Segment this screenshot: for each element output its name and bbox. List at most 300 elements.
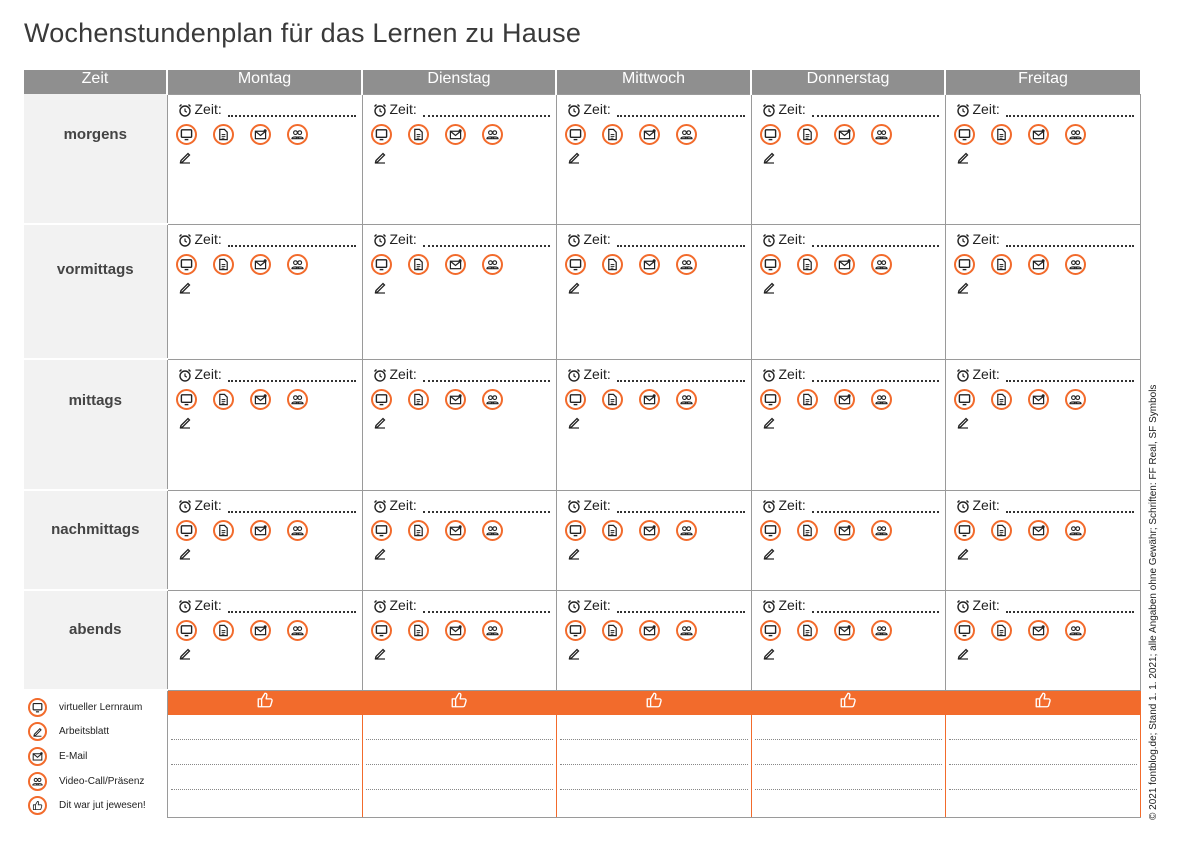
time-fill-line[interactable] xyxy=(812,237,939,247)
sheet-icon[interactable] xyxy=(408,520,429,541)
monitor-icon[interactable] xyxy=(954,520,975,541)
time-entry[interactable] xyxy=(178,497,356,513)
time-entry[interactable] xyxy=(178,101,356,117)
sheet-icon[interactable] xyxy=(213,520,234,541)
mode-icons xyxy=(176,520,362,541)
alarm-clock-icon xyxy=(762,368,776,382)
feedback-bar xyxy=(363,691,556,715)
monitor-icon[interactable] xyxy=(760,520,781,541)
monitor-icon[interactable] xyxy=(371,620,392,641)
schedule-cell[interactable] xyxy=(556,590,751,690)
schedule-cell[interactable] xyxy=(167,490,362,590)
monitor-icon[interactable] xyxy=(565,254,586,275)
mode-icons xyxy=(176,124,362,145)
mode-icons xyxy=(176,254,362,275)
monitor-icon[interactable] xyxy=(954,254,975,275)
sheet-icon[interactable] xyxy=(991,620,1012,641)
feedback-lines[interactable] xyxy=(946,715,1140,815)
schedule-cell[interactable] xyxy=(167,94,362,224)
people-icon[interactable] xyxy=(1065,620,1086,641)
time-fill-line[interactable] xyxy=(1006,372,1134,382)
time-entry[interactable] xyxy=(956,597,1134,613)
time-fill-line[interactable] xyxy=(423,107,550,117)
mail-icon[interactable] xyxy=(1028,389,1049,410)
mail-icon[interactable] xyxy=(250,620,271,641)
legend-item xyxy=(28,695,167,720)
alarm-clock-icon xyxy=(567,599,581,613)
people-icon[interactable] xyxy=(871,254,892,275)
time-entry[interactable] xyxy=(567,497,745,513)
time-fill-line[interactable] xyxy=(423,372,550,382)
people-icon[interactable] xyxy=(871,520,892,541)
monitor-icon[interactable] xyxy=(760,389,781,410)
mail-icon[interactable] xyxy=(445,124,466,145)
mode-icons xyxy=(371,620,556,641)
header-day: Mittwoch xyxy=(556,70,751,94)
feedback-lines[interactable] xyxy=(363,715,556,815)
time-fill-line[interactable] xyxy=(423,603,550,613)
period-row xyxy=(24,490,1140,590)
note-line[interactable] xyxy=(949,740,1137,765)
time-entry[interactable] xyxy=(178,366,356,382)
time-fill-line[interactable] xyxy=(228,237,356,247)
pencil-icon[interactable] xyxy=(567,646,581,660)
mode-icons xyxy=(760,389,945,410)
time-entry[interactable] xyxy=(567,597,745,613)
schedule-cell[interactable] xyxy=(945,590,1140,690)
schedule-cell[interactable] xyxy=(362,224,556,359)
mail-icon[interactable] xyxy=(639,124,660,145)
pencil-icon[interactable] xyxy=(567,150,581,164)
feedback-lines[interactable] xyxy=(752,715,945,815)
monitor-icon[interactable] xyxy=(760,124,781,145)
schedule-cell[interactable] xyxy=(362,490,556,590)
people-icon xyxy=(28,772,47,791)
pencil-icon[interactable] xyxy=(762,546,776,560)
thumbs-up-icon[interactable] xyxy=(1034,691,1052,714)
time-entry[interactable] xyxy=(956,231,1134,247)
people-icon[interactable] xyxy=(1065,520,1086,541)
sheet-icon[interactable] xyxy=(602,620,623,641)
alarm-clock-icon xyxy=(178,233,192,247)
people-icon[interactable] xyxy=(1065,389,1086,410)
time-entry[interactable] xyxy=(178,597,356,613)
pencil-icon[interactable] xyxy=(956,280,970,294)
mail-icon xyxy=(28,747,47,766)
monitor-icon[interactable] xyxy=(371,389,392,410)
schedule-cell[interactable] xyxy=(945,490,1140,590)
legend-item xyxy=(28,769,167,794)
people-icon[interactable] xyxy=(676,124,697,145)
time-fill-line[interactable] xyxy=(617,372,745,382)
schedule-cell[interactable] xyxy=(945,359,1140,490)
pencil-icon[interactable] xyxy=(762,415,776,429)
thumbs-up-icon[interactable] xyxy=(839,691,857,714)
sheet-icon[interactable] xyxy=(408,620,429,641)
people-icon[interactable] xyxy=(482,254,503,275)
time-label: Zeit: xyxy=(194,596,222,613)
schedule-cell[interactable] xyxy=(945,224,1140,359)
mail-icon[interactable] xyxy=(250,520,271,541)
sheet-icon[interactable] xyxy=(797,520,818,541)
pencil-icon[interactable] xyxy=(178,415,192,429)
monitor-icon[interactable] xyxy=(371,254,392,275)
pencil-icon[interactable] xyxy=(762,150,776,164)
alarm-clock-icon xyxy=(178,368,192,382)
note-line[interactable] xyxy=(949,790,1137,815)
note-line[interactable] xyxy=(949,765,1137,790)
people-icon[interactable] xyxy=(871,124,892,145)
pencil-icon[interactable] xyxy=(762,280,776,294)
time-entry[interactable] xyxy=(762,101,939,117)
time-fill-line[interactable] xyxy=(617,237,745,247)
note-line[interactable] xyxy=(560,740,748,765)
note-line[interactable] xyxy=(560,715,748,740)
note-line[interactable] xyxy=(366,740,553,765)
pencil-icon[interactable] xyxy=(956,150,970,164)
mail-icon[interactable] xyxy=(445,620,466,641)
mail-icon[interactable] xyxy=(1028,124,1049,145)
note-line[interactable] xyxy=(171,790,359,815)
alarm-clock-icon xyxy=(373,599,387,613)
pencil-icon[interactable] xyxy=(956,546,970,560)
mail-icon[interactable] xyxy=(445,520,466,541)
time-entry[interactable] xyxy=(762,597,939,613)
feedback-cell[interactable] xyxy=(945,690,1140,818)
monitor-icon[interactable] xyxy=(565,620,586,641)
feedback-row xyxy=(24,690,1140,818)
mail-icon[interactable] xyxy=(834,620,855,641)
pencil-icon[interactable] xyxy=(373,150,387,164)
people-icon[interactable] xyxy=(482,389,503,410)
time-fill-line[interactable] xyxy=(812,107,939,117)
time-entry[interactable] xyxy=(762,231,939,247)
time-entry[interactable] xyxy=(762,497,939,513)
period-label: abends xyxy=(68,621,122,638)
time-label: Zeit: xyxy=(389,365,417,382)
legend-item xyxy=(28,720,167,745)
time-entry[interactable] xyxy=(956,366,1134,382)
mail-icon[interactable] xyxy=(445,389,466,410)
copyright-note: © 2021 fontblog.de; Stand 1. 1. 2021; alle Angaben ohne Gewähr; Schriften: FF Real, SF Symbols xyxy=(1148,384,1159,820)
sheet-icon[interactable] xyxy=(991,254,1012,275)
schedule-cell[interactable] xyxy=(556,224,751,359)
time-fill-line[interactable] xyxy=(228,372,356,382)
schedule-cell[interactable] xyxy=(751,490,945,590)
time-entry[interactable] xyxy=(567,231,745,247)
alarm-clock-icon xyxy=(373,103,387,117)
note-line[interactable] xyxy=(171,765,359,790)
schedule-cell[interactable] xyxy=(751,590,945,690)
mode-icons xyxy=(371,389,556,410)
monitor-icon[interactable] xyxy=(760,620,781,641)
alarm-clock-icon xyxy=(762,599,776,613)
people-icon[interactable] xyxy=(287,520,308,541)
period-row xyxy=(24,359,1140,490)
time-fill-line[interactable] xyxy=(1006,237,1134,247)
pencil-icon[interactable] xyxy=(956,646,970,660)
pencil-icon[interactable] xyxy=(567,546,581,560)
note-line[interactable] xyxy=(755,740,942,765)
pencil-icon[interactable] xyxy=(178,646,192,660)
monitor-icon[interactable] xyxy=(176,254,197,275)
legend-item xyxy=(28,793,167,818)
time-entry[interactable] xyxy=(373,597,550,613)
time-fill-line[interactable] xyxy=(812,503,939,513)
time-entry[interactable] xyxy=(373,366,550,382)
feedback-cell[interactable] xyxy=(167,690,362,818)
sheet-icon[interactable] xyxy=(213,620,234,641)
schedule-cell[interactable] xyxy=(751,359,945,490)
pencil-icon[interactable] xyxy=(567,280,581,294)
monitor-icon[interactable] xyxy=(565,389,586,410)
time-label: Zeit: xyxy=(389,596,417,613)
note-line[interactable] xyxy=(171,740,359,765)
period-label-cell xyxy=(24,490,167,590)
schedule-cell[interactable] xyxy=(362,94,556,224)
people-icon[interactable] xyxy=(482,620,503,641)
time-entry[interactable] xyxy=(178,231,356,247)
monitor-icon[interactable] xyxy=(176,520,197,541)
people-icon[interactable] xyxy=(287,620,308,641)
time-fill-line[interactable] xyxy=(812,372,939,382)
people-icon[interactable] xyxy=(676,254,697,275)
mail-icon[interactable] xyxy=(834,520,855,541)
note-line[interactable] xyxy=(755,790,942,815)
time-entry[interactable] xyxy=(762,366,939,382)
time-entry[interactable] xyxy=(567,366,745,382)
mail-icon[interactable] xyxy=(250,254,271,275)
monitor-icon[interactable] xyxy=(954,620,975,641)
monitor-icon[interactable] xyxy=(176,124,197,145)
mail-icon[interactable] xyxy=(834,254,855,275)
monitor-icon[interactable] xyxy=(565,124,586,145)
note-line[interactable] xyxy=(171,715,359,740)
time-fill-line[interactable] xyxy=(1006,503,1134,513)
alarm-clock-icon xyxy=(762,103,776,117)
time-fill-line[interactable] xyxy=(228,503,356,513)
time-fill-line[interactable] xyxy=(617,107,745,117)
pencil-icon[interactable] xyxy=(178,546,192,560)
note-line[interactable] xyxy=(949,715,1137,740)
mail-icon[interactable] xyxy=(639,620,660,641)
sheet-icon[interactable] xyxy=(213,389,234,410)
sheet-icon[interactable] xyxy=(991,520,1012,541)
period-label: mittags xyxy=(68,392,122,409)
mail-icon[interactable] xyxy=(1028,620,1049,641)
pencil-icon[interactable] xyxy=(762,646,776,660)
thumbs-up-icon[interactable] xyxy=(256,691,274,714)
monitor-icon[interactable] xyxy=(760,254,781,275)
alarm-clock-icon xyxy=(762,233,776,247)
monitor-icon[interactable] xyxy=(176,620,197,641)
schedule-cell[interactable] xyxy=(751,94,945,224)
mail-icon[interactable] xyxy=(639,254,660,275)
mode-icons xyxy=(371,254,556,275)
people-icon[interactable] xyxy=(1065,254,1086,275)
time-fill-line[interactable] xyxy=(617,503,745,513)
mail-icon[interactable] xyxy=(1028,520,1049,541)
people-icon[interactable] xyxy=(482,520,503,541)
sheet-icon[interactable] xyxy=(797,124,818,145)
mail-icon[interactable] xyxy=(834,389,855,410)
time-fill-line[interactable] xyxy=(423,237,550,247)
note-line[interactable] xyxy=(560,790,748,815)
people-icon[interactable] xyxy=(676,389,697,410)
time-label: Zeit: xyxy=(194,100,222,117)
mail-icon[interactable] xyxy=(639,520,660,541)
mode-icons xyxy=(565,124,751,145)
monitor-icon[interactable] xyxy=(954,124,975,145)
alarm-clock-icon xyxy=(956,599,970,613)
time-fill-line[interactable] xyxy=(1006,107,1134,117)
note-line[interactable] xyxy=(560,765,748,790)
alarm-clock-icon xyxy=(956,103,970,117)
thumbs-up-icon[interactable] xyxy=(645,691,663,714)
sheet-icon[interactable] xyxy=(408,389,429,410)
monitor-icon[interactable] xyxy=(954,389,975,410)
pencil-icon[interactable] xyxy=(373,415,387,429)
schedule-cell[interactable] xyxy=(362,359,556,490)
header-day: Donnerstag xyxy=(751,70,945,94)
monitor-icon[interactable] xyxy=(371,520,392,541)
people-icon[interactable] xyxy=(871,620,892,641)
mail-icon[interactable] xyxy=(1028,254,1049,275)
alarm-clock-icon xyxy=(178,499,192,513)
mail-icon[interactable] xyxy=(250,124,271,145)
people-icon[interactable] xyxy=(287,389,308,410)
pencil-icon[interactable] xyxy=(956,415,970,429)
time-label: Zeit: xyxy=(972,100,1000,117)
time-entry[interactable] xyxy=(373,231,550,247)
period-label-cell xyxy=(24,94,167,224)
time-label: Zeit: xyxy=(583,496,611,513)
legend-label: Arbeitsblatt xyxy=(59,726,110,738)
header-day: Montag xyxy=(167,70,362,94)
mail-icon[interactable] xyxy=(639,389,660,410)
pencil-icon[interactable] xyxy=(373,280,387,294)
pencil-icon[interactable] xyxy=(567,415,581,429)
sheet-icon[interactable] xyxy=(991,124,1012,145)
period-row xyxy=(24,590,1140,690)
sheet-icon[interactable] xyxy=(408,254,429,275)
time-entry[interactable] xyxy=(956,497,1134,513)
time-fill-line[interactable] xyxy=(423,503,550,513)
mail-icon[interactable] xyxy=(834,124,855,145)
monitor-icon[interactable] xyxy=(565,520,586,541)
feedback-cell[interactable] xyxy=(556,690,751,818)
sheet-icon[interactable] xyxy=(213,124,234,145)
time-fill-line[interactable] xyxy=(812,603,939,613)
schedule-cell[interactable] xyxy=(362,590,556,690)
schedule-cell[interactable] xyxy=(167,359,362,490)
period-row xyxy=(24,224,1140,359)
time-fill-line[interactable] xyxy=(1006,603,1134,613)
people-icon[interactable] xyxy=(676,620,697,641)
time-fill-line[interactable] xyxy=(617,603,745,613)
sheet-icon[interactable] xyxy=(602,254,623,275)
note-line[interactable] xyxy=(755,765,942,790)
time-entry[interactable] xyxy=(567,101,745,117)
sheet-icon[interactable] xyxy=(797,254,818,275)
people-icon[interactable] xyxy=(287,254,308,275)
note-line[interactable] xyxy=(366,715,553,740)
mode-icons xyxy=(565,389,751,410)
people-icon[interactable] xyxy=(871,389,892,410)
schedule-cell[interactable] xyxy=(556,359,751,490)
mail-icon[interactable] xyxy=(250,389,271,410)
note-line[interactable] xyxy=(755,715,942,740)
period-label: nachmittags xyxy=(51,521,140,538)
feedback-cell[interactable] xyxy=(751,690,945,818)
pencil-icon[interactable] xyxy=(373,546,387,560)
mode-icons xyxy=(565,620,751,641)
people-icon[interactable] xyxy=(287,124,308,145)
schedule-cell[interactable] xyxy=(167,224,362,359)
schedule-cell[interactable] xyxy=(556,490,751,590)
pencil-icon xyxy=(28,722,47,741)
pencil-icon[interactable] xyxy=(178,150,192,164)
schedule-cell[interactable] xyxy=(945,94,1140,224)
timetable xyxy=(24,70,1141,818)
legend-item xyxy=(28,744,167,769)
schedule-cell[interactable] xyxy=(167,590,362,690)
note-line[interactable] xyxy=(366,765,553,790)
legend-label: Dit war jut jewesen! xyxy=(59,800,146,812)
alarm-clock-icon xyxy=(178,103,192,117)
time-label: Zeit: xyxy=(583,596,611,613)
feedback-lines[interactable] xyxy=(168,715,362,815)
mode-icons xyxy=(176,620,362,641)
monitor-icon[interactable] xyxy=(176,389,197,410)
alarm-clock-icon xyxy=(567,233,581,247)
people-icon[interactable] xyxy=(676,520,697,541)
monitor-icon[interactable] xyxy=(371,124,392,145)
thumbs-up-icon[interactable] xyxy=(450,691,468,714)
schedule-cell[interactable] xyxy=(751,224,945,359)
alarm-clock-icon xyxy=(956,233,970,247)
sheet-icon[interactable] xyxy=(797,389,818,410)
sheet-icon[interactable] xyxy=(408,124,429,145)
sheet-icon[interactable] xyxy=(213,254,234,275)
time-label: Zeit: xyxy=(778,100,806,117)
mode-icons xyxy=(954,620,1140,641)
schedule-cell[interactable] xyxy=(556,94,751,224)
mail-icon[interactable] xyxy=(445,254,466,275)
time-entry[interactable] xyxy=(373,497,550,513)
people-icon[interactable] xyxy=(1065,124,1086,145)
note-line[interactable] xyxy=(366,790,553,815)
pencil-icon[interactable] xyxy=(373,646,387,660)
time-fill-line[interactable] xyxy=(228,603,356,613)
feedback-lines[interactable] xyxy=(557,715,751,815)
sheet-icon[interactable] xyxy=(602,520,623,541)
time-label: Zeit: xyxy=(972,365,1000,382)
pencil-icon[interactable] xyxy=(178,280,192,294)
time-entry[interactable] xyxy=(956,101,1134,117)
sheet-icon[interactable] xyxy=(797,620,818,641)
time-label: Zeit: xyxy=(583,365,611,382)
feedback-cell[interactable] xyxy=(362,690,556,818)
time-fill-line[interactable] xyxy=(228,107,356,117)
sheet-icon[interactable] xyxy=(991,389,1012,410)
time-entry[interactable] xyxy=(373,101,550,117)
period-label: morgens xyxy=(63,126,127,143)
people-icon[interactable] xyxy=(482,124,503,145)
sheet-icon[interactable] xyxy=(602,389,623,410)
time-label: Zeit: xyxy=(778,230,806,247)
sheet-icon[interactable] xyxy=(602,124,623,145)
